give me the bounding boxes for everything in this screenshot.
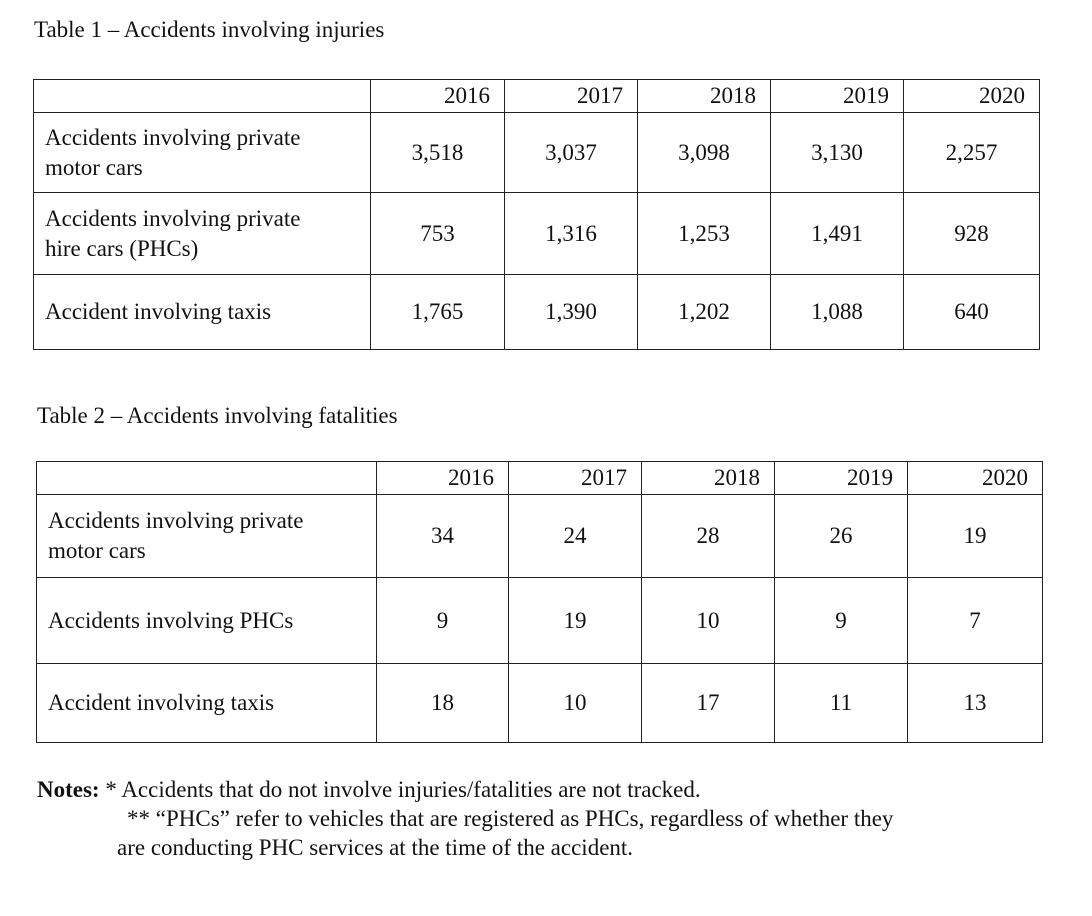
note-text: * Accidents that do not involve injuries/fatalities are not tracked.	[105, 777, 701, 802]
value-cell: 10	[642, 578, 775, 664]
year-header: 2017	[509, 462, 642, 495]
row-label-line: Accidents involving private	[45, 124, 301, 150]
table2-caption: Table 2 – Accidents involving fatalities	[37, 403, 398, 428]
value-cell: 1,088	[771, 275, 904, 350]
year-header: 2017	[505, 80, 638, 113]
row-label	[37, 495, 377, 578]
row-label: Accident involving taxis	[37, 664, 377, 743]
value-cell: 640	[904, 275, 1040, 350]
value-cell: 24	[509, 495, 642, 578]
fatalities-table	[36, 461, 1043, 743]
table-row	[37, 495, 1043, 578]
value-cell: 18	[377, 664, 509, 743]
table1-caption: Table 1 – Accidents involving injuries	[34, 17, 385, 42]
value-cell: 11	[775, 664, 908, 743]
year-header: 2020	[904, 80, 1040, 113]
year-header: 2020	[908, 462, 1043, 495]
year-header: 2019	[775, 462, 908, 495]
header-empty-cell	[37, 462, 377, 495]
value-cell: 1,202	[638, 275, 771, 350]
year-header: 2019	[771, 80, 904, 113]
table-row	[34, 275, 1040, 350]
value-cell: 26	[775, 495, 908, 578]
row-label-line: Accidents involving private	[48, 508, 304, 533]
row-label	[34, 193, 371, 275]
table-row	[34, 193, 1040, 275]
row-label-line: motor cars	[48, 538, 146, 563]
table-row	[37, 664, 1043, 743]
value-cell: 28	[642, 495, 775, 578]
value-cell: 17	[642, 664, 775, 743]
notes-section	[37, 775, 1087, 862]
value-cell: 928	[904, 193, 1040, 275]
value-cell: 19	[908, 495, 1043, 578]
note-line	[37, 775, 1087, 804]
year-header: 2018	[642, 462, 775, 495]
year-header: 2018	[638, 80, 771, 113]
year-header: 2016	[371, 80, 505, 113]
row-label	[34, 113, 371, 193]
value-cell: 2,257	[904, 113, 1040, 193]
table-row	[37, 578, 1043, 664]
row-label-line: hire cars (PHCs)	[45, 235, 199, 261]
row-label: Accidents involving PHCs	[37, 578, 377, 664]
row-label: Accident involving taxis	[34, 275, 371, 350]
value-cell: 34	[377, 495, 509, 578]
value-cell: 1,390	[505, 275, 638, 350]
value-cell: 3,518	[371, 113, 505, 193]
value-cell: 3,098	[638, 113, 771, 193]
value-cell: 3,037	[505, 113, 638, 193]
value-cell: 3,130	[771, 113, 904, 193]
row-label-line: Accidents involving private	[45, 205, 301, 231]
value-cell: 13	[908, 664, 1043, 743]
value-cell: 1,765	[371, 275, 505, 350]
row-label-line: motor cars	[45, 154, 143, 180]
table-row	[34, 113, 1040, 193]
value-cell: 1,253	[638, 193, 771, 275]
value-cell: 9	[377, 578, 509, 664]
note-text: are conducting PHC services at the time of the accident.	[117, 835, 634, 860]
note-text: ** “PHCs” refer to vehicles that are registered as PHCs, regardless of whether they	[127, 806, 894, 831]
value-cell: 19	[509, 578, 642, 664]
injuries-table	[33, 79, 1040, 350]
value-cell: 10	[509, 664, 642, 743]
table-header-row	[37, 462, 1043, 495]
value-cell: 9	[775, 578, 908, 664]
header-empty-cell	[34, 80, 371, 113]
value-cell: 1,316	[505, 193, 638, 275]
value-cell: 7	[908, 578, 1043, 664]
year-header: 2016	[377, 462, 509, 495]
table-header-row	[34, 80, 1040, 113]
value-cell: 1,491	[771, 193, 904, 275]
value-cell: 753	[371, 193, 505, 275]
notes-label: Notes:	[37, 777, 100, 802]
